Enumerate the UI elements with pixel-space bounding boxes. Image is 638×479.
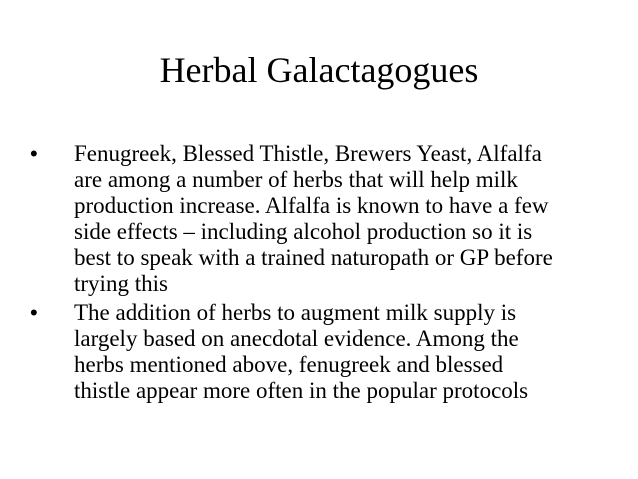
bullet-text bbox=[74, 141, 610, 297]
bullet-line: are among a number of herbs that will help milk bbox=[74, 167, 518, 192]
bullet-line: Fenugreek, Blessed Thistle, Brewers Yeast, Alfalfa bbox=[74, 141, 542, 166]
bullet-line: The addition of herbs to augment milk supply is bbox=[74, 300, 517, 325]
bullet-item bbox=[30, 141, 610, 297]
bullet-line: side effects – including alcohol production so it is bbox=[74, 219, 533, 244]
bullet-line: trying this bbox=[74, 271, 168, 296]
bullet-line: largely based on anecdotal evidence. Among the bbox=[74, 326, 519, 351]
bullet-text bbox=[74, 300, 610, 404]
bullet-list bbox=[30, 141, 610, 407]
bullet-line: best to speak with a trained naturopath or GP before bbox=[74, 245, 553, 270]
bullet-item bbox=[30, 300, 610, 404]
bullet-line: production increase. Alfalfa is known to have a few bbox=[74, 193, 549, 218]
bullet-line: herbs mentioned above, fenugreek and blessed bbox=[74, 352, 504, 377]
bullet-marker-icon: • bbox=[30, 300, 38, 325]
slide-title: Herbal Galactagogues bbox=[159, 50, 479, 90]
bullet-marker-icon: • bbox=[30, 141, 38, 166]
bullet-line: thistle appear more often in the popular protocols bbox=[74, 378, 529, 403]
